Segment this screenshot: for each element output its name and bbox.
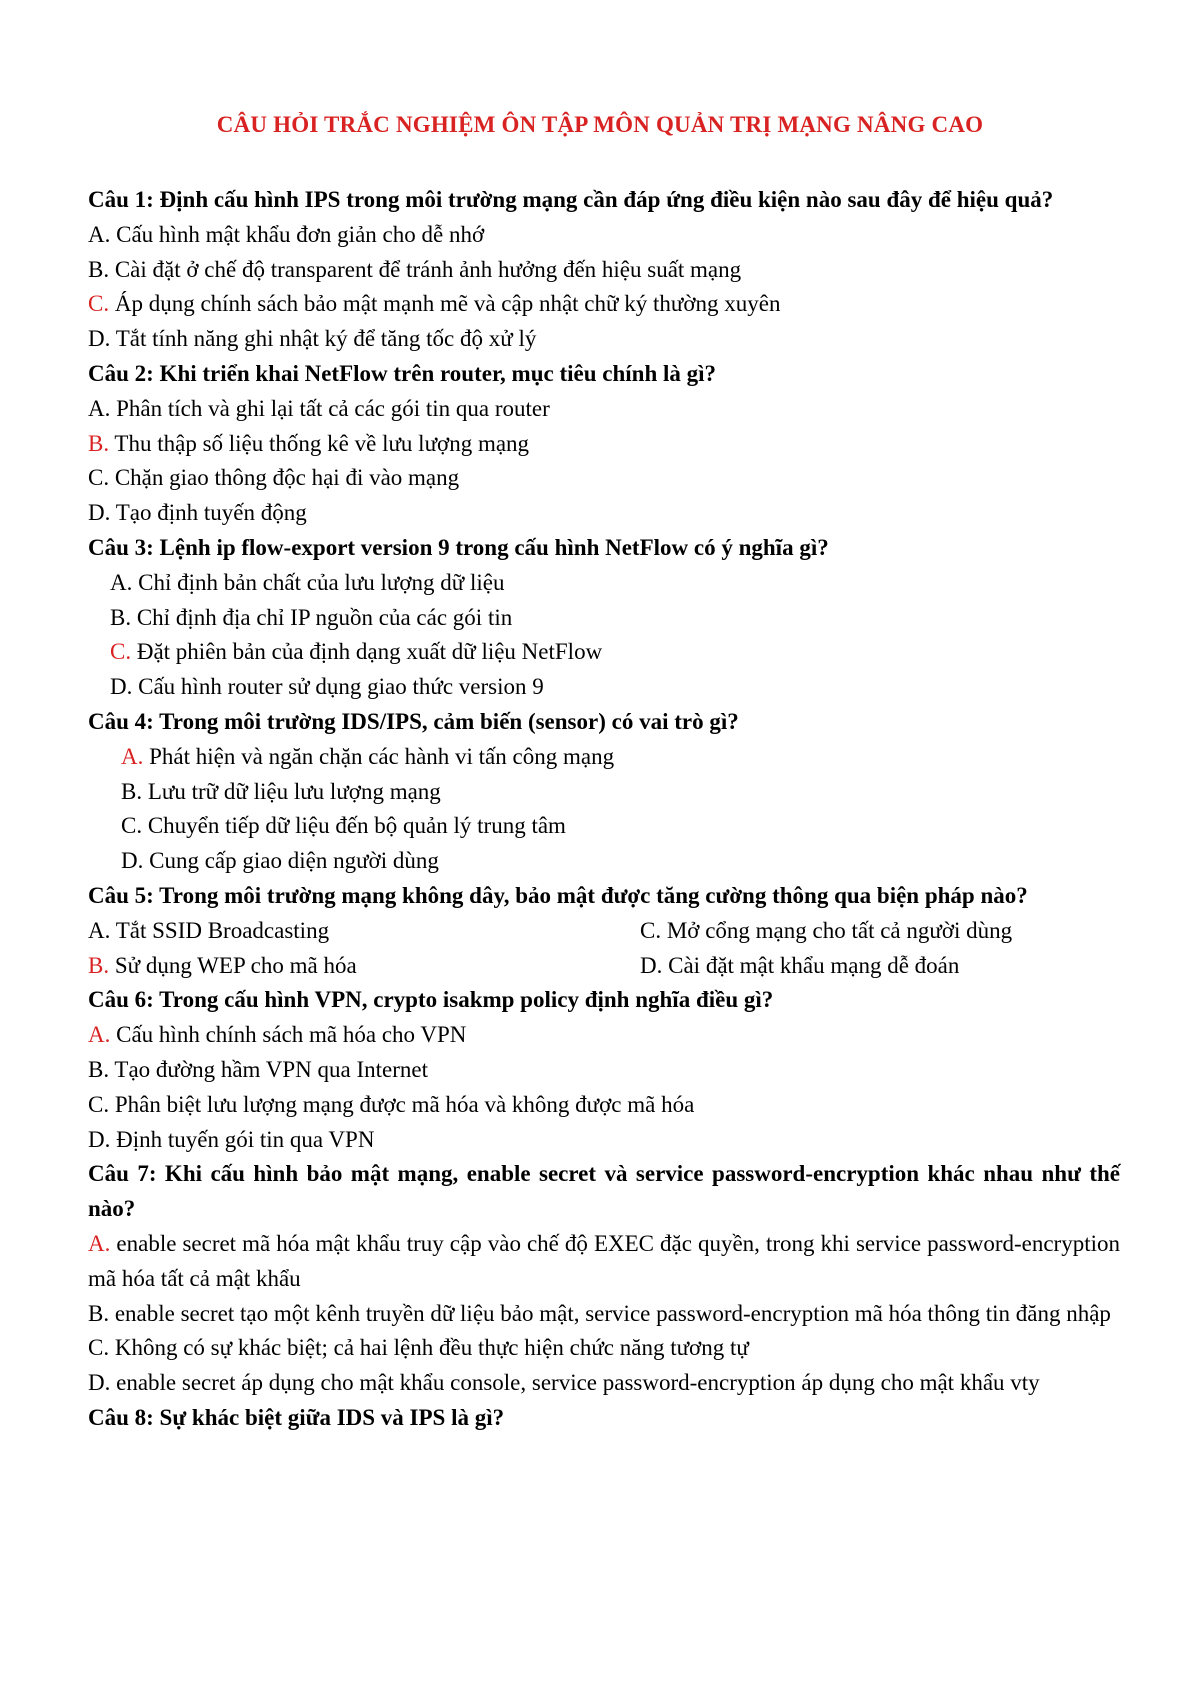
option-text: Chỉ định địa chỉ IP nguồn của các gói tin <box>131 604 513 630</box>
q6-option-b <box>88 1053 1120 1088</box>
option-text: Chuyển tiếp dữ liệu đến bộ quản lý trung tâm <box>142 813 566 839</box>
q6-option-c <box>88 1088 1120 1123</box>
option-text: Cài đặt mật khẩu mạng dễ đoán <box>662 952 960 978</box>
q7-option-b <box>88 1297 1120 1332</box>
option-text: Cung cấp giao diện người dùng <box>143 848 439 874</box>
option-letter: C. <box>88 1335 110 1361</box>
q5-option-a <box>88 914 640 949</box>
q5-options-row-1 <box>88 914 1120 949</box>
option-letter: D. <box>121 848 144 874</box>
option-letter: D. <box>88 1370 111 1396</box>
document-title: CÂU HỎI TRẮC NGHIỆM ÔN TẬP MÔN QUẢN TRỊ MẠNG NÂNG CAO <box>216 112 984 137</box>
q4-option-d <box>88 844 1120 879</box>
option-letter: D. <box>640 952 663 978</box>
option-letter: A. <box>88 395 111 421</box>
option-letter-correct: A. <box>88 1022 111 1048</box>
option-text: Tắt SSID Broadcasting <box>110 917 330 943</box>
question-7: Câu 7: Khi cấu hình bảo mật mạng, enable secret và service password-encryption khác nhau như thế nào? <box>88 1161 1120 1222</box>
option-text: enable secret tạo một kênh truyền dữ liệu bảo mật, service password-encryption mã hóa thông tin đăng nhập <box>109 1300 1111 1326</box>
option-letter: D. <box>110 674 133 700</box>
option-text: Phát hiện và ngăn chặn các hành vi tấn công mạng <box>143 743 615 769</box>
option-text: Phân tích và ghi lại tất cả các gói tin qua router <box>110 395 550 421</box>
question-3: Câu 3: Lệnh ip flow-export version 9 trong cấu hình NetFlow có ý nghĩa gì? <box>88 534 829 560</box>
q2-option-c <box>88 461 1120 496</box>
question-5: Câu 5: Trong môi trường mạng không dây, bảo mật được tăng cường thông qua biện pháp nào? <box>88 882 1028 908</box>
option-text: Định tuyến gói tin qua VPN <box>110 1126 375 1152</box>
q1-option-a <box>88 218 1120 253</box>
q2-option-d <box>88 496 1120 531</box>
option-text: Cấu hình mật khẩu đơn giản cho dễ nhớ <box>110 221 485 247</box>
option-text: Tạo đường hầm VPN qua Internet <box>109 1056 428 1082</box>
option-text: Tạo định tuyến động <box>110 500 307 526</box>
question-2: Câu 2: Khi triển khai NetFlow trên router, mục tiêu chính là gì? <box>88 360 717 386</box>
question-8: Câu 8: Sự khác biệt giữa IDS và IPS là gì? <box>88 1404 505 1430</box>
option-letter-correct: A. <box>88 1230 111 1256</box>
q4-option-b <box>88 775 1120 810</box>
q6-option-d <box>88 1123 1120 1158</box>
option-letter: B. <box>88 256 110 282</box>
option-letter: D. <box>88 500 111 526</box>
q7-option-d <box>88 1366 1120 1401</box>
q3-option-c <box>88 635 1120 670</box>
option-letter: B. <box>110 604 132 630</box>
option-text: Áp dụng chính sách bảo mật mạnh mẽ và cập nhật chữ ký thường xuyên <box>109 291 781 317</box>
option-letter: C. <box>640 917 662 943</box>
option-text: Chặn giao thông độc hại đi vào mạng <box>109 465 460 491</box>
q2-option-b <box>88 427 1120 462</box>
option-text: enable secret áp dụng cho mật khẩu console, service password-encryption áp dụng cho mật khẩu vty <box>110 1370 1040 1396</box>
option-text: enable secret mã hóa mật khẩu truy cập vào chế độ EXEC đặc quyền, trong khi service password-encryption mã hóa tất cả mật khẩu <box>88 1230 1120 1291</box>
option-letter: D. <box>88 326 111 352</box>
option-letter-correct: A. <box>121 743 144 769</box>
q5-options-row-2 <box>88 949 1120 984</box>
option-letter: A. <box>110 569 133 595</box>
option-letter: A. <box>88 221 111 247</box>
question-1: Câu 1: Định cấu hình IPS trong môi trường mạng cần đáp ứng điều kiện nào sau đây để hiệu quả? <box>88 187 1054 212</box>
question-6: Câu 6: Trong cấu hình VPN, crypto isakmp policy định nghĩa điều gì? <box>88 987 774 1013</box>
option-letter-correct: C. <box>110 639 132 665</box>
q6-option-a <box>88 1018 1120 1053</box>
option-text: Phân biệt lưu lượng mạng được mã hóa và không được mã hóa <box>109 1091 695 1117</box>
option-text: Lưu trữ dữ liệu lưu lượng mạng <box>142 778 441 804</box>
option-text: Tắt tính năng ghi nhật ký để tăng tốc độ xử lý <box>110 326 537 352</box>
option-letter: C. <box>121 813 143 839</box>
option-letter: B. <box>88 1056 110 1082</box>
option-text: Chỉ định bản chất của lưu lượng dữ liệu <box>132 569 505 595</box>
option-letter: B. <box>88 1300 110 1326</box>
q7-option-c <box>88 1331 1120 1366</box>
option-text: Cấu hình chính sách mã hóa cho VPN <box>110 1022 467 1048</box>
option-letter: C. <box>88 465 110 491</box>
option-text: Đặt phiên bản của định dạng xuất dữ liệu NetFlow <box>131 639 603 665</box>
q1-option-b <box>88 253 1120 288</box>
option-text: Mở cổng mạng cho tất cả người dùng <box>661 917 1013 943</box>
q1-option-c <box>88 287 1120 322</box>
option-letter-correct: B. <box>88 952 110 978</box>
option-text: Thu thập số liệu thống kê về lưu lượng mạng <box>109 430 530 456</box>
q7-option-a <box>88 1227 1120 1297</box>
option-letter-correct: C. <box>88 291 110 317</box>
option-letter: D. <box>88 1126 111 1152</box>
q4-option-a <box>88 740 1120 775</box>
q3-option-a <box>88 566 1120 601</box>
option-text: Sử dụng WEP cho mã hóa <box>109 952 357 978</box>
option-text: Không có sự khác biệt; cả hai lệnh đều thực hiện chức năng tương tự <box>109 1335 749 1361</box>
question-4: Câu 4: Trong môi trường IDS/IPS, cảm biến (sensor) có vai trò gì? <box>88 708 739 734</box>
q2-option-a <box>88 392 1120 427</box>
q4-option-c <box>88 809 1120 844</box>
option-text: Cài đặt ở chế độ transparent để tránh ảnh hưởng đến hiệu suất mạng <box>109 256 742 282</box>
q5-option-c <box>640 914 1120 949</box>
q3-option-b <box>88 601 1120 636</box>
q3-option-d <box>88 670 1120 705</box>
option-letter-correct: B. <box>88 430 110 456</box>
q5-option-d <box>640 949 1120 984</box>
option-text: Cấu hình router sử dụng giao thức version 9 <box>132 674 544 700</box>
q1-option-d <box>88 322 1120 357</box>
option-letter: B. <box>121 778 143 804</box>
option-letter: A. <box>88 917 111 943</box>
question-list <box>88 183 1120 1436</box>
q5-option-b <box>88 949 640 984</box>
option-letter: C. <box>88 1091 110 1117</box>
